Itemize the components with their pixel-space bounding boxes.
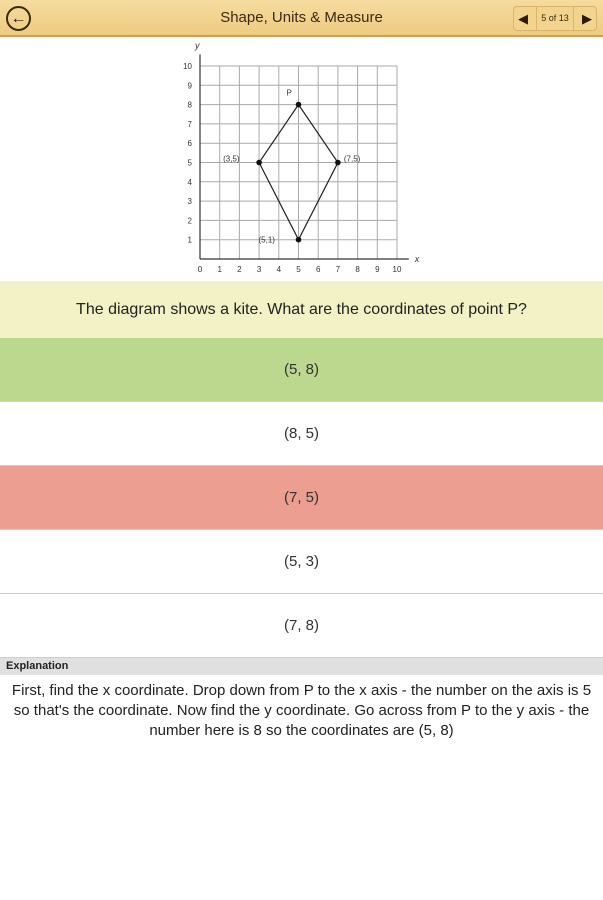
- kite-vertex: [256, 160, 262, 166]
- y-tick-label: 4: [187, 177, 192, 187]
- question-pager: [513, 6, 597, 31]
- y-tick-label: 3: [187, 197, 192, 207]
- answer-option[interactable]: (7, 5): [0, 466, 603, 530]
- explanation-heading: Explanation: [0, 658, 603, 675]
- kite-vertex: [296, 237, 302, 243]
- prev-question-icon[interactable]: ◀: [518, 10, 528, 26]
- y-tick-label: 9: [187, 81, 192, 91]
- x-axis-label: x: [414, 254, 420, 264]
- x-tick-label: 0: [197, 265, 203, 274]
- back-arrow-icon: ←: [10, 9, 27, 27]
- vertex-label: P: [286, 88, 292, 98]
- explanation-text: First, find the x coordinate. Drop down from P to the x axis - the number on the axis is 5 so that's the coordinate. Now find the y coordinate. Go across from P to the y axis - the number here is 8 so the coordinates are (5, 8): [11, 682, 592, 739]
- answer-option[interactable]: (7, 8): [0, 594, 603, 658]
- kite-vertex: [296, 102, 302, 108]
- vertex-label: (3,5): [223, 154, 240, 164]
- x-tick-label: 4: [276, 265, 282, 274]
- question-text: The diagram shows a kite. What are the coordinates of point P?: [0, 281, 603, 338]
- x-tick-label: 10: [392, 265, 402, 274]
- answer-option[interactable]: (5, 3): [0, 530, 603, 594]
- x-tick-label: 7: [335, 265, 341, 274]
- x-tick-label: 2: [237, 265, 242, 274]
- y-tick-label: 6: [187, 139, 192, 149]
- y-tick-label: 1: [187, 235, 192, 245]
- y-tick-label: 7: [187, 119, 192, 129]
- y-tick-label: 8: [187, 100, 192, 110]
- app-header: [0, 0, 603, 37]
- kite-vertex: [335, 160, 341, 166]
- next-question-icon[interactable]: ▶: [582, 10, 592, 26]
- back-button[interactable]: [6, 6, 31, 31]
- answer-option[interactable]: (8, 5): [0, 402, 603, 466]
- y-tick-label: 10: [183, 62, 192, 71]
- y-tick-label: 2: [187, 216, 192, 226]
- x-tick-label: 5: [296, 265, 301, 274]
- x-tick-label: 3: [256, 265, 262, 274]
- y-axis-label: y: [195, 40, 200, 51]
- page-title: Shape, Units & Measure: [220, 9, 383, 26]
- x-tick-label: 1: [217, 265, 222, 274]
- vertex-label: (7,5): [343, 154, 361, 164]
- kite-diagram: [170, 37, 430, 281]
- question-counter: 5 of 13: [536, 7, 574, 30]
- answer-option[interactable]: (5, 8): [0, 338, 603, 402]
- y-tick-label: 5: [187, 158, 192, 168]
- x-tick-label: 6: [315, 265, 321, 274]
- vertex-label: (5,1): [258, 235, 275, 245]
- x-tick-label: 9: [375, 265, 380, 274]
- x-tick-label: 8: [355, 265, 360, 274]
